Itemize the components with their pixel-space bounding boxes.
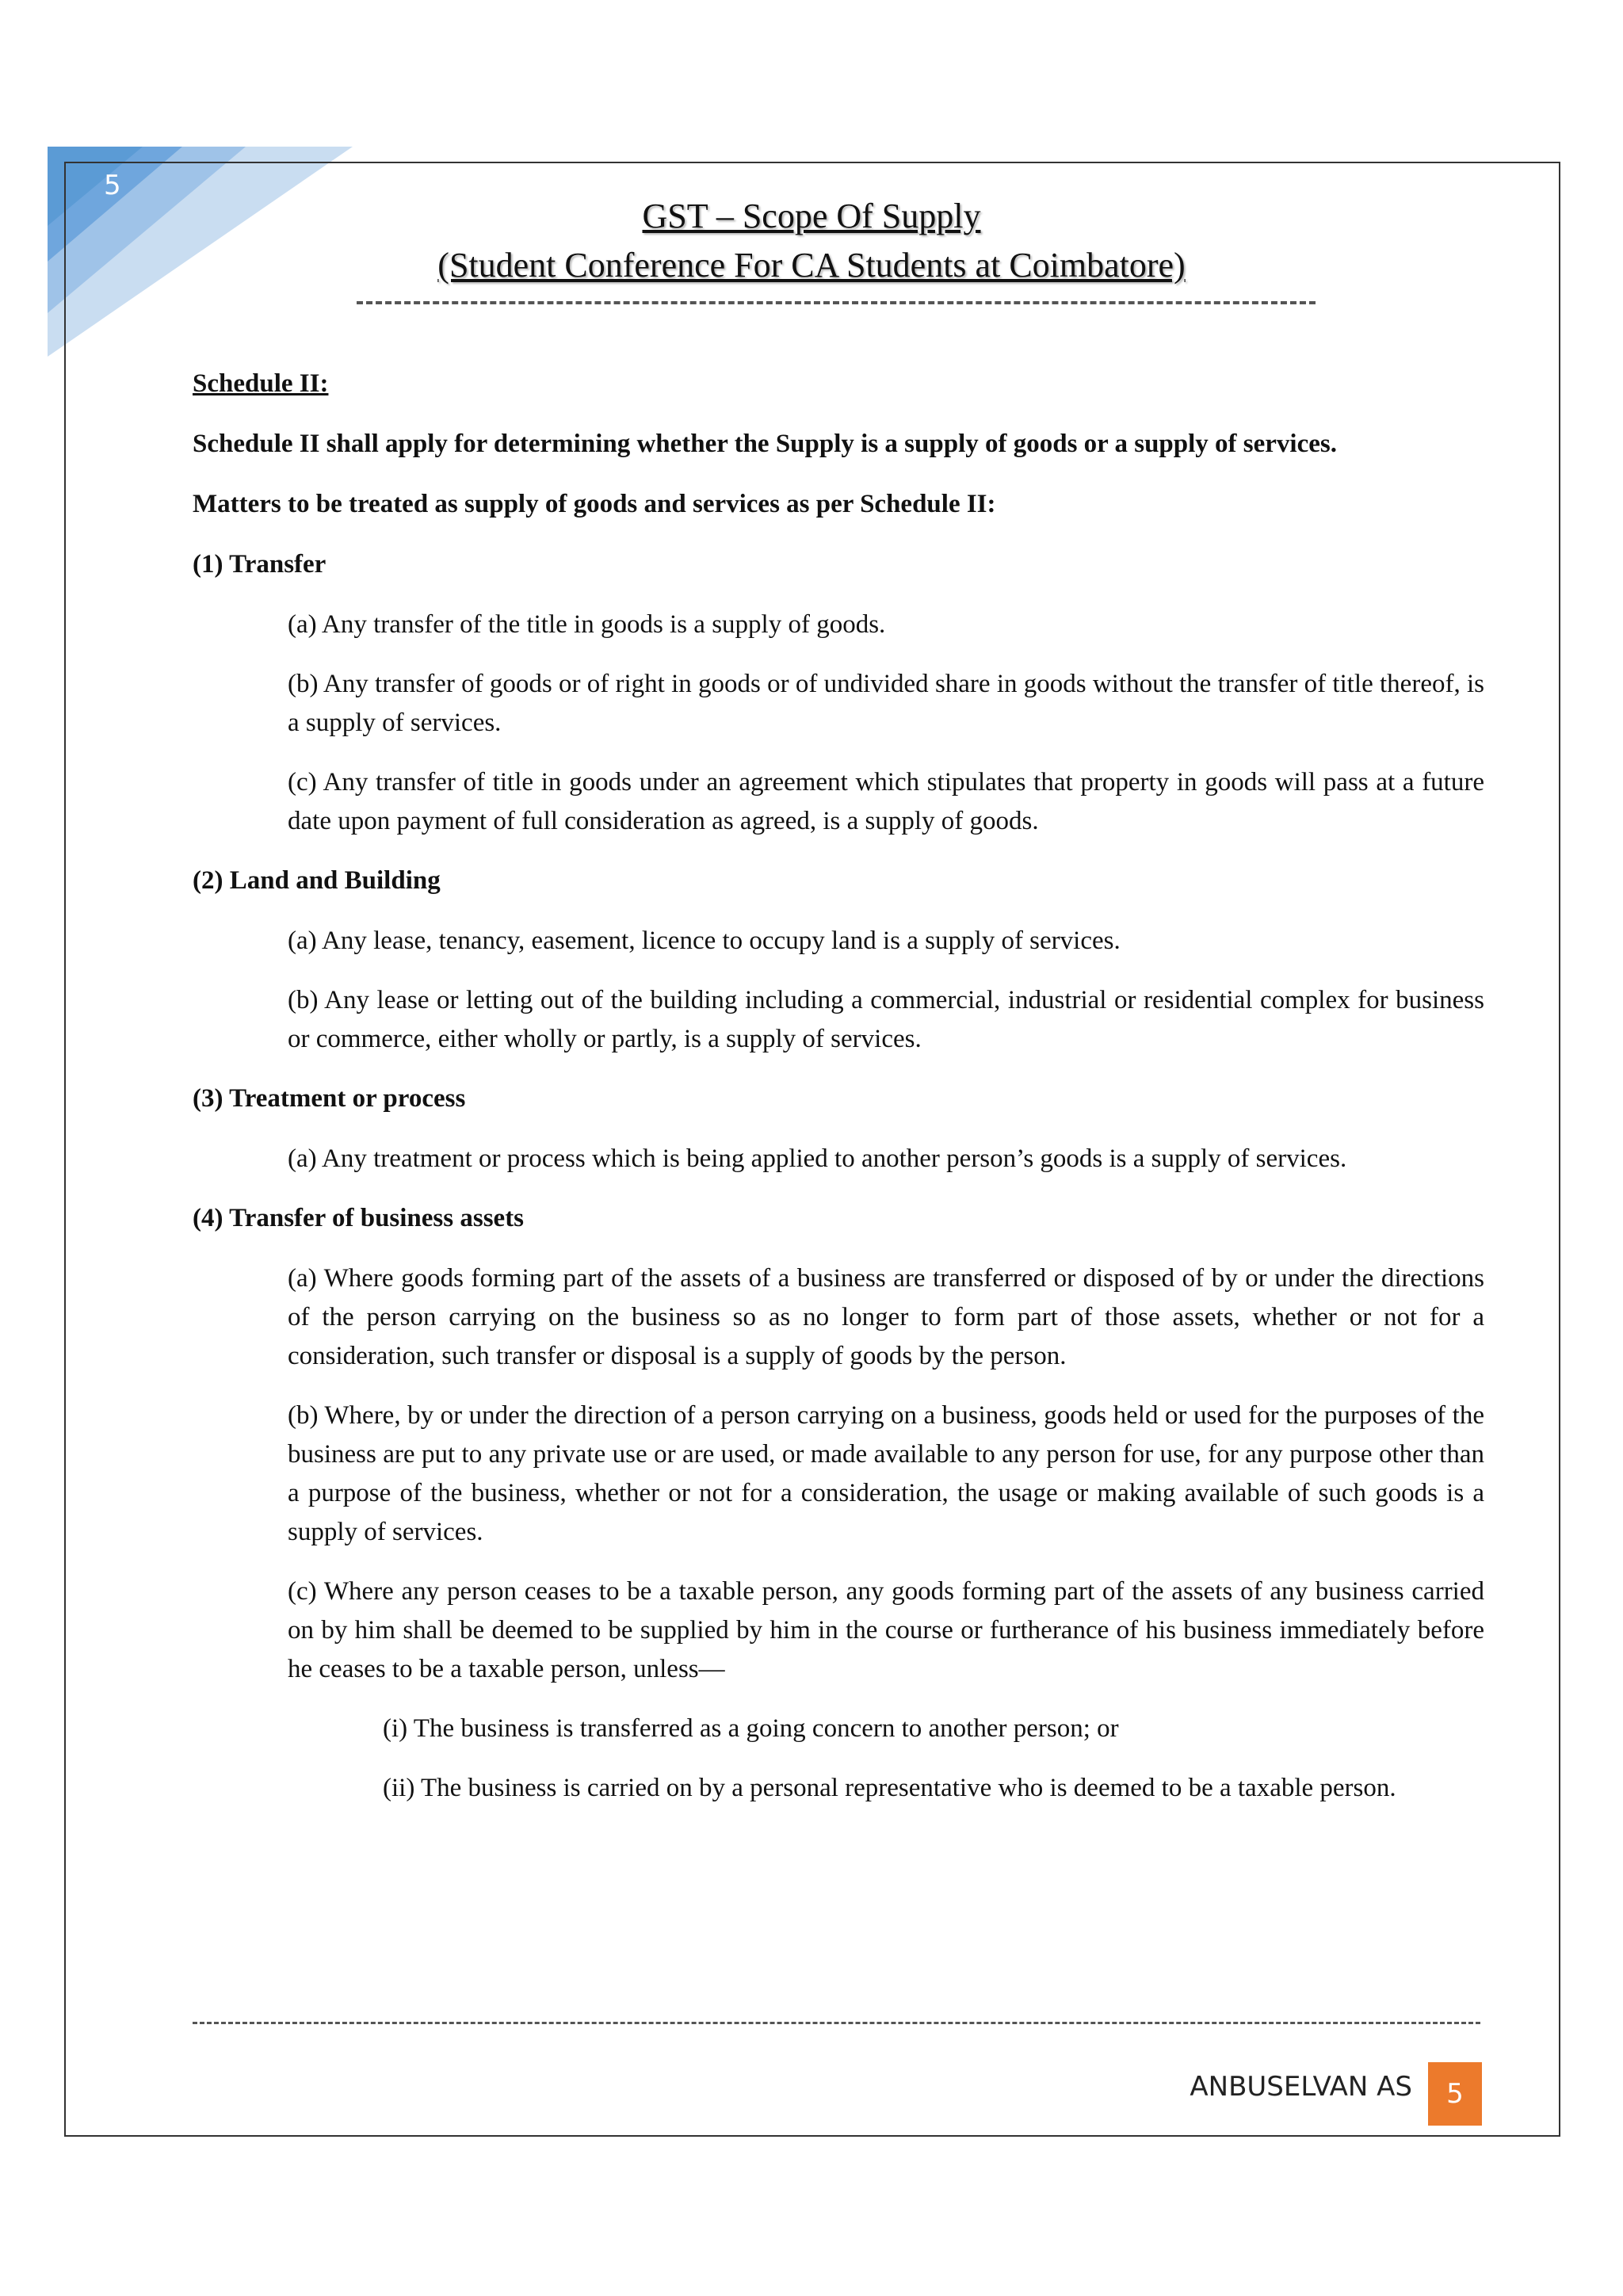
sub-list-item: (ii) The business is carried on by a personal representative who is deemed to be a taxable person. — [383, 1774, 1396, 1802]
section-heading-treatment: (3) Treatment or process — [193, 1084, 466, 1113]
header-divider — [357, 301, 1316, 304]
list-item: (a) Any transfer of the title in goods is a supply of goods. — [288, 610, 886, 639]
list-item: (c) Where any person ceases to be a taxable person, any goods forming part of the assets of any business carried on by him shall be deemed to be supplied by him in the course or furtherance of his business immediately before he ceases to be a taxable person, unless— — [288, 1577, 1484, 1683]
list-item: (a) Any lease, tenancy, easement, licence to occupy land is a supply of services. — [288, 926, 1121, 955]
footer-divider — [193, 2022, 1480, 2024]
list-item: (a) Any treatment or process which is being applied to another person’s goods is a supply of services. — [288, 1144, 1347, 1173]
document-header — [0, 192, 1623, 290]
list-item: (b) Any transfer of goods or of right in goods or of undivided share in goods without the transfer of title thereof, is a supply of services. — [288, 670, 1484, 737]
list-item: (b) Where, by or under the direction of a person carrying on a business, goods held or used for the purposes of the business are put to any private use or are used, or made available to any person for use, for any purpose other than a purpose of the business, whether or not for a consideration, the usage or making available of such goods is a supply of services. — [288, 1401, 1484, 1546]
list-item: (b) Any lease or letting out of the building including a commercial, industrial or residential complex for business or commerce, either wholly or partly, is a supply of services. — [288, 986, 1484, 1053]
list-item: (a) Where goods forming part of the assets of a business are transferred or disposed of by or under the directions of the person carrying on the business so as no longer to form part of those assets, whether or not for a consideration, such transfer or disposal is a supply of goods by the person. — [288, 1264, 1484, 1370]
document-title: GST – Scope Of Supply — [642, 197, 981, 235]
document-subtitle: (Student Conference For CA Students at Coimbatore) — [437, 246, 1186, 285]
author-name: ANBUSELVAN AS — [1190, 2071, 1412, 2103]
page-number-badge: 5 — [1428, 2062, 1482, 2126]
intro-paragraph: Schedule II shall apply for determining whether the Supply is a supply of goods or a supply of services. — [193, 430, 1337, 458]
section-heading-business-assets: (4) Transfer of business assets — [193, 1204, 525, 1232]
schedule-heading: Schedule II: — [193, 369, 329, 398]
section-heading-land-building: (2) Land and Building — [193, 866, 441, 895]
matters-paragraph: Matters to be treated as supply of goods and services as per Schedule II: — [193, 490, 996, 518]
list-item: (c) Any transfer of title in goods under an agreement which stipulates that property in goods will pass at a future date upon payment of full consideration as agreed, is a supply of goods. — [288, 768, 1484, 835]
section-heading-transfer: (1) Transfer — [193, 550, 327, 579]
document-body — [193, 365, 1484, 1828]
sub-list-item: (i) The business is transferred as a going concern to another person; or — [383, 1714, 1119, 1743]
corner-page-number: 5 — [104, 170, 121, 201]
